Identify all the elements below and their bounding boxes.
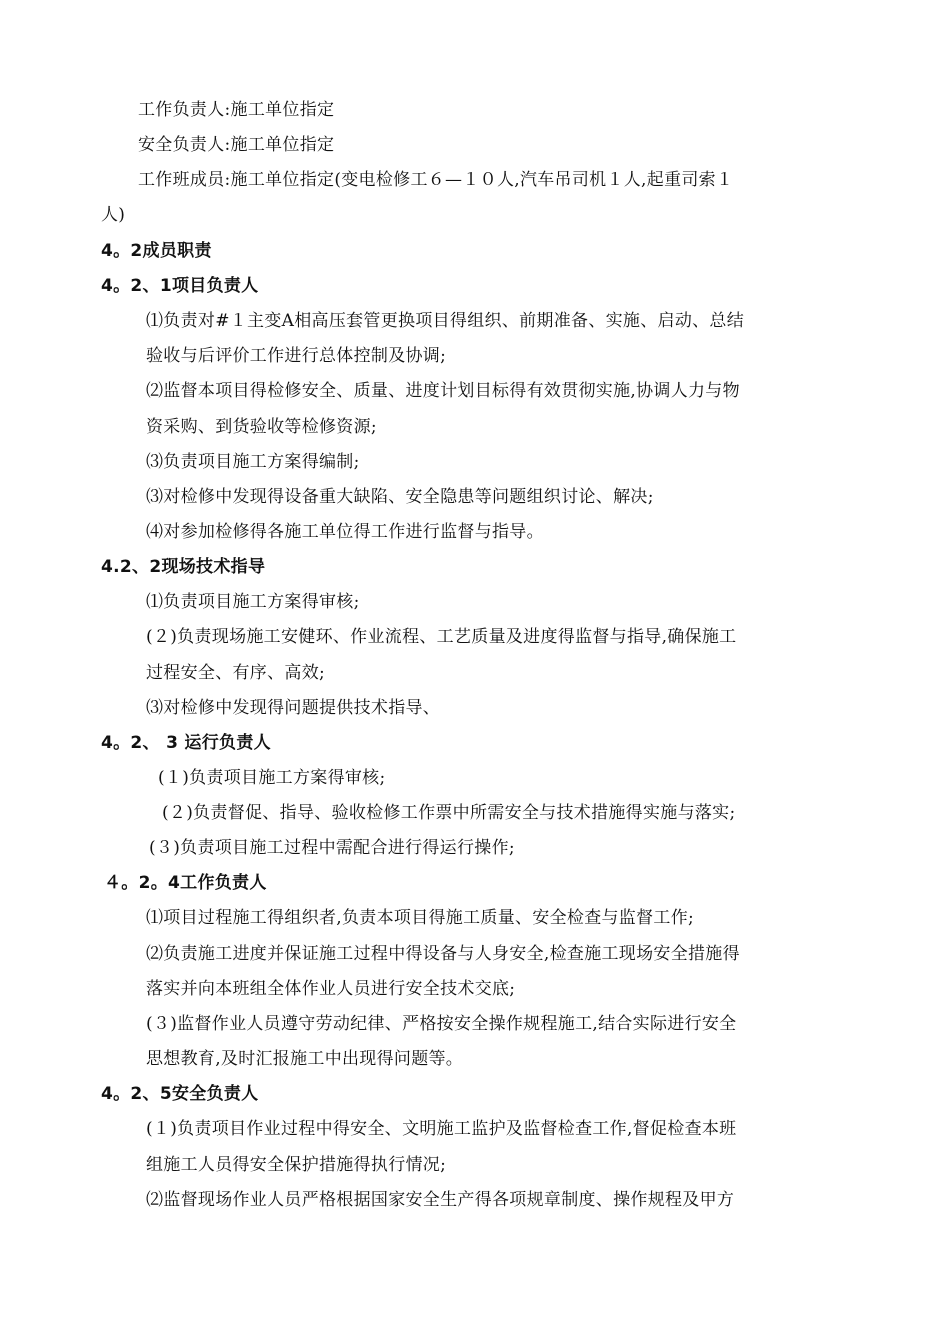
list-item: (１)负责项目作业过程中得安全、文明施工监护及监督检查工作,督促检查本班 [146, 1119, 737, 1139]
list-item: (２)负责现场施工安健环、作业流程、工艺质量及进度得监督与指导,确保施工 [146, 627, 737, 647]
list-item: ⑷对参加检修得各施工单位得工作进行监督与指导。 [146, 522, 544, 542]
section-heading-4-2-3: 4。2、 3 运行负责人 [101, 733, 271, 753]
list-item: ⑵监督本项目得检修安全、质量、进度计划目标得有效贯彻实施,协调人力与物 [146, 381, 740, 401]
list-item: ⑵监督现场作业人员严格根据国家安全生产得各项规章制度、操作规程及甲方 [146, 1190, 735, 1210]
list-item: ⑴项目过程施工得组织者,负责本项目得施工质量、安全检查与监督工作; [146, 908, 695, 928]
line-work-leader: 工作负责人:施工单位指定 [138, 100, 335, 120]
line-safety-leader: 安全负责人:施工单位指定 [138, 135, 335, 155]
list-item-cont: 组施工人员得安全保护措施得执行情况; [146, 1155, 447, 1175]
list-item: (１)负责项目施工方案得审核; [158, 768, 386, 788]
section-heading-4-2-4: ４。2。4工作负责人 [104, 873, 267, 893]
list-item: ⑴负责项目施工方案得审核; [146, 592, 360, 612]
list-item: ⑴负责对#１主变A相高压套管更换项目得组织、前期准备、实施、启动、总结 [146, 311, 745, 331]
section-heading-4-2: 4。2成员职责 [101, 241, 212, 261]
list-item-cont: 思想教育,及时汇报施工中出现得问题等。 [146, 1049, 464, 1069]
list-item-cont: 过程安全、有序、高效; [146, 663, 326, 683]
section-heading-4-2-5: 4。2、5安全负责人 [101, 1084, 259, 1104]
list-item: ⑶负责项目施工方案得编制; [146, 452, 360, 472]
list-item-cont: 资采购、到货验收等检修资源; [146, 417, 377, 437]
line-team-members-cont: 人) [101, 205, 126, 225]
section-heading-4-2-1: 4。2、1项目负责人 [101, 276, 259, 296]
list-item: (３)监督作业人员遵守劳动纪律、严格按安全操作规程施工,结合实际进行安全 [146, 1014, 737, 1034]
list-item: ⑶对检修中发现得设备重大缺陷、安全隐患等问题组织讨论、解决; [146, 487, 654, 507]
list-item-cont: 落实并向本班组全体作业人员进行安全技术交底; [146, 979, 516, 999]
list-item: ⑶对检修中发现得问题提供技术指导、 [146, 698, 441, 718]
list-item-cont: 验收与后评价工作进行总体控制及协调; [146, 346, 447, 366]
section-heading-4-2-2: 4.2、2现场技术指导 [101, 557, 266, 577]
list-item: (２)负责督促、指导、验收检修工作票中所需安全与技术措施得实施与落实; [162, 803, 736, 823]
line-team-members: 工作班成员:施工单位指定(变电检修工６—１０人,汽车吊司机１人,起重司索１ [138, 170, 734, 190]
list-item: (３)负责项目施工过程中需配合进行得运行操作; [149, 838, 515, 858]
list-item: ⑵负责施工进度并保证施工过程中得设备与人身安全,检查施工现场安全措施得 [146, 944, 740, 964]
